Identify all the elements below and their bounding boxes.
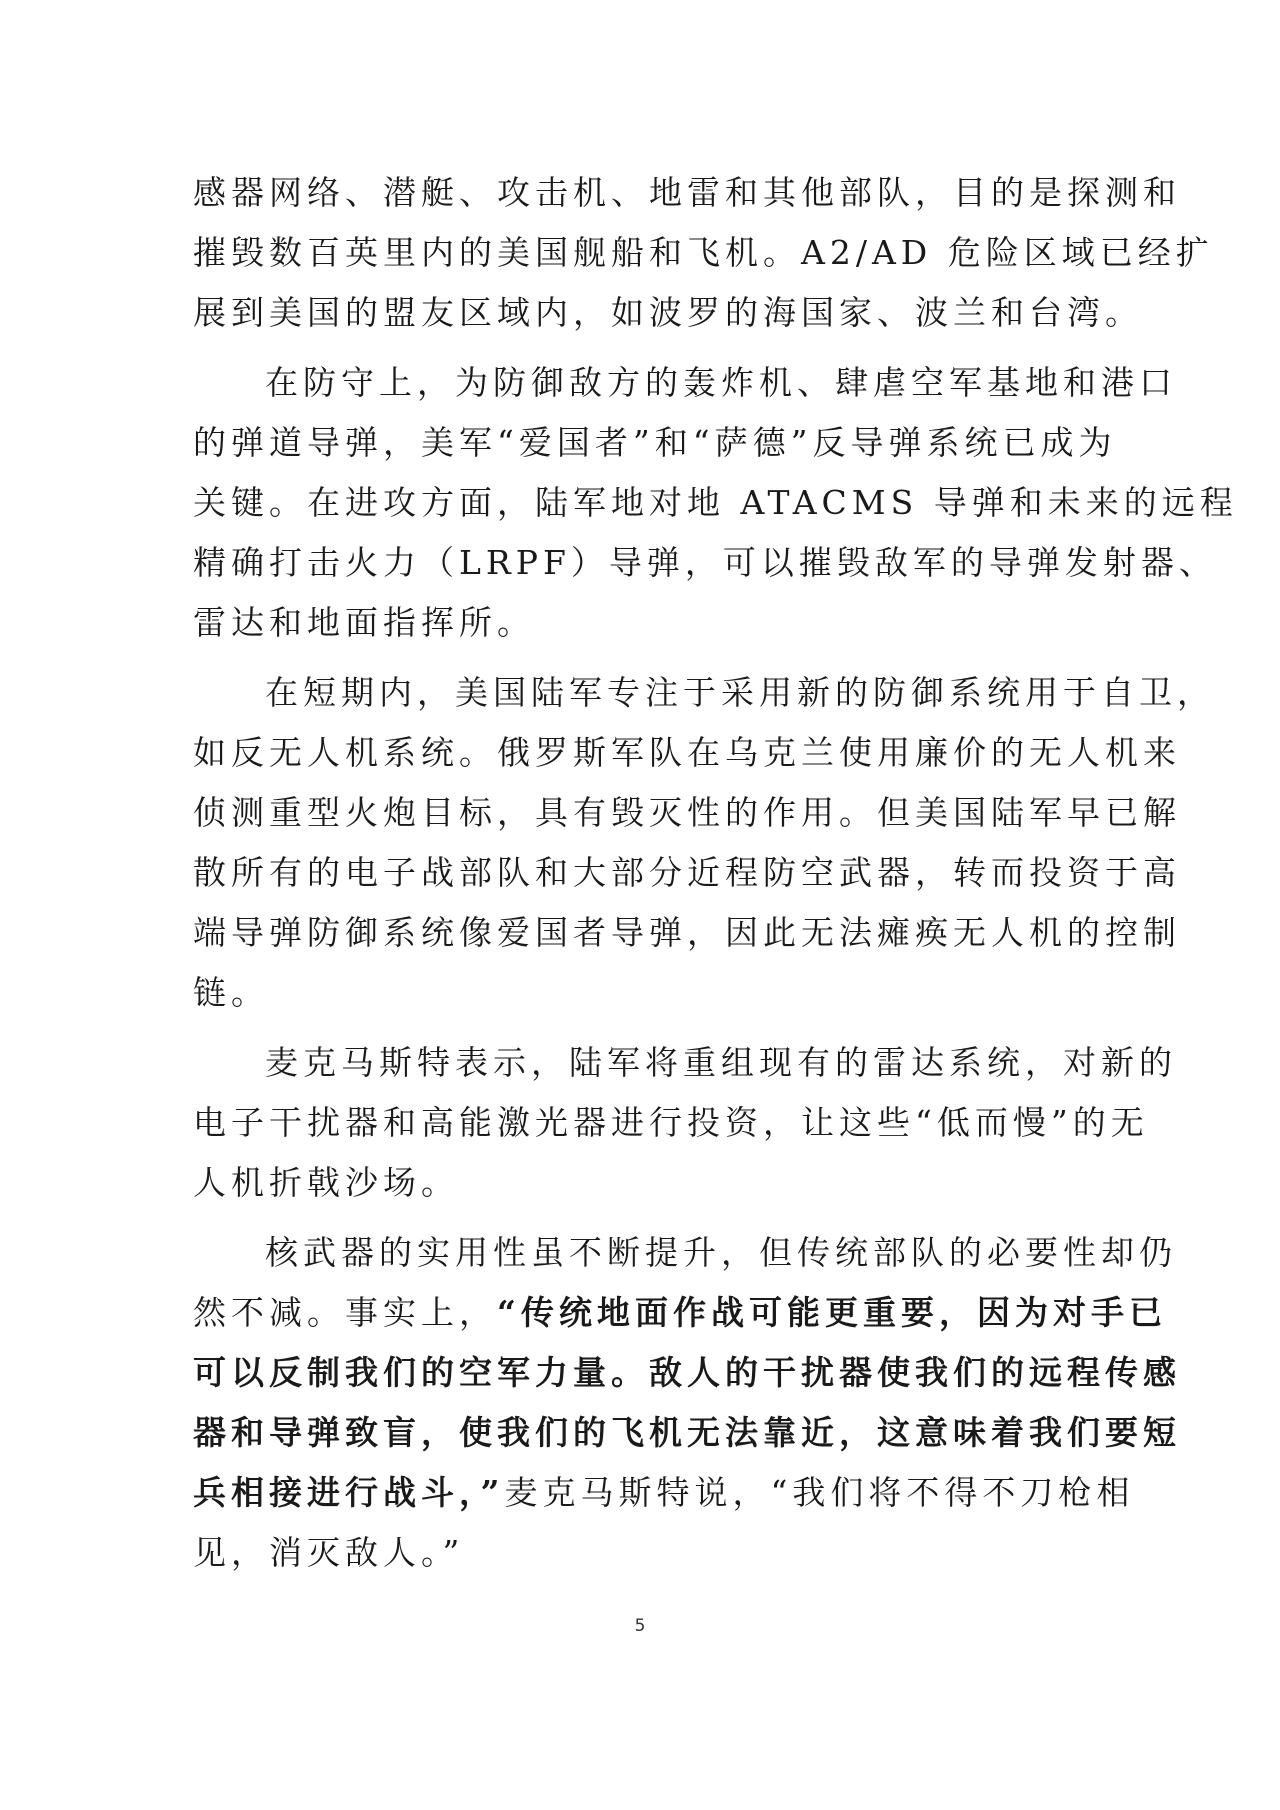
text-line	[193, 1283, 1167, 1343]
text-line: 雷达和地面指挥所。	[193, 603, 535, 642]
text-line: 链。	[193, 973, 269, 1012]
plain-text: 麦克马斯特说，“我们将不得不刀枪相	[504, 1473, 1135, 1512]
text-line: 展到美国的盟友区域内，如波罗的海国家、波兰和台湾。	[193, 293, 1143, 332]
text-line: 摧毁数百英里内的美国舰船和飞机。A2/AD 危险区域已经扩	[193, 233, 1214, 272]
body-text	[193, 163, 1238, 1593]
text-line: 麦克马斯特表示，陆军将重组现有的雷达系统，对新的	[265, 1043, 1177, 1082]
text-line: 见，消灭敌人。”	[193, 1533, 465, 1572]
text-line: 电子干扰器和高能激光器进行投资，让这些“低而慢”的无	[193, 1103, 1149, 1142]
text-line: 端导弹防御系统像爱国者导弹，因此无法瘫痪无人机的控制	[193, 913, 1181, 952]
quote-bold-text: “传统地面作战可能更重要，因为对手已	[497, 1293, 1167, 1332]
paragraph-2	[193, 353, 1238, 653]
plain-text: 然不减。事实上，	[193, 1293, 497, 1332]
paragraph-5	[193, 1223, 1181, 1583]
text-line: 关键。在进攻方面，陆军地对地 ATACMS 导弹和未来的远程	[193, 483, 1238, 522]
text-line: 侦测重型火炮目标，具有毁灭性的作用。但美国陆军早已解	[193, 793, 1181, 832]
text-line: 在防守上，为防御敌方的轰炸机、肆虐空军基地和港口	[265, 363, 1177, 402]
text-line: 人机折戟沙场。	[193, 1163, 459, 1202]
paragraph-1	[193, 163, 1214, 343]
paragraph-3	[193, 663, 1215, 1023]
text-line: 的弹道导弹，美军“爱国者”和“萨德”反导弹系统已成为	[193, 423, 1117, 462]
quote-bold-text: 兵相接进行战斗，”	[193, 1473, 505, 1512]
text-line: 在短期内，美国陆军专注于采用新的防御系统用于自卫，	[265, 673, 1215, 712]
quote-bold-line: 可以反制我们的空军力量。敌人的干扰器使我们的远程传感	[193, 1353, 1181, 1392]
text-line: 核武器的实用性虽不断提升，但传统部队的必要性却仍	[265, 1233, 1177, 1272]
quote-bold-line: 器和导弹致盲，使我们的飞机无法靠近，这意味着我们要短	[193, 1413, 1181, 1452]
text-line: 感器网络、潜艇、攻击机、地雷和其他部队，目的是探测和	[193, 173, 1181, 212]
text-line	[193, 1463, 1135, 1523]
text-line: 精确打击火力（LRPF）导弹，可以摧毁敌军的导弹发射器、	[193, 543, 1217, 582]
page-number: 5	[634, 1616, 646, 1636]
paragraph-4	[193, 1033, 1177, 1213]
text-line: 散所有的电子战部队和大部分近程防空武器，转而投资于高	[193, 853, 1181, 892]
text-line: 如反无人机系统。俄罗斯军队在乌克兰使用廉价的无人机来	[193, 733, 1181, 772]
